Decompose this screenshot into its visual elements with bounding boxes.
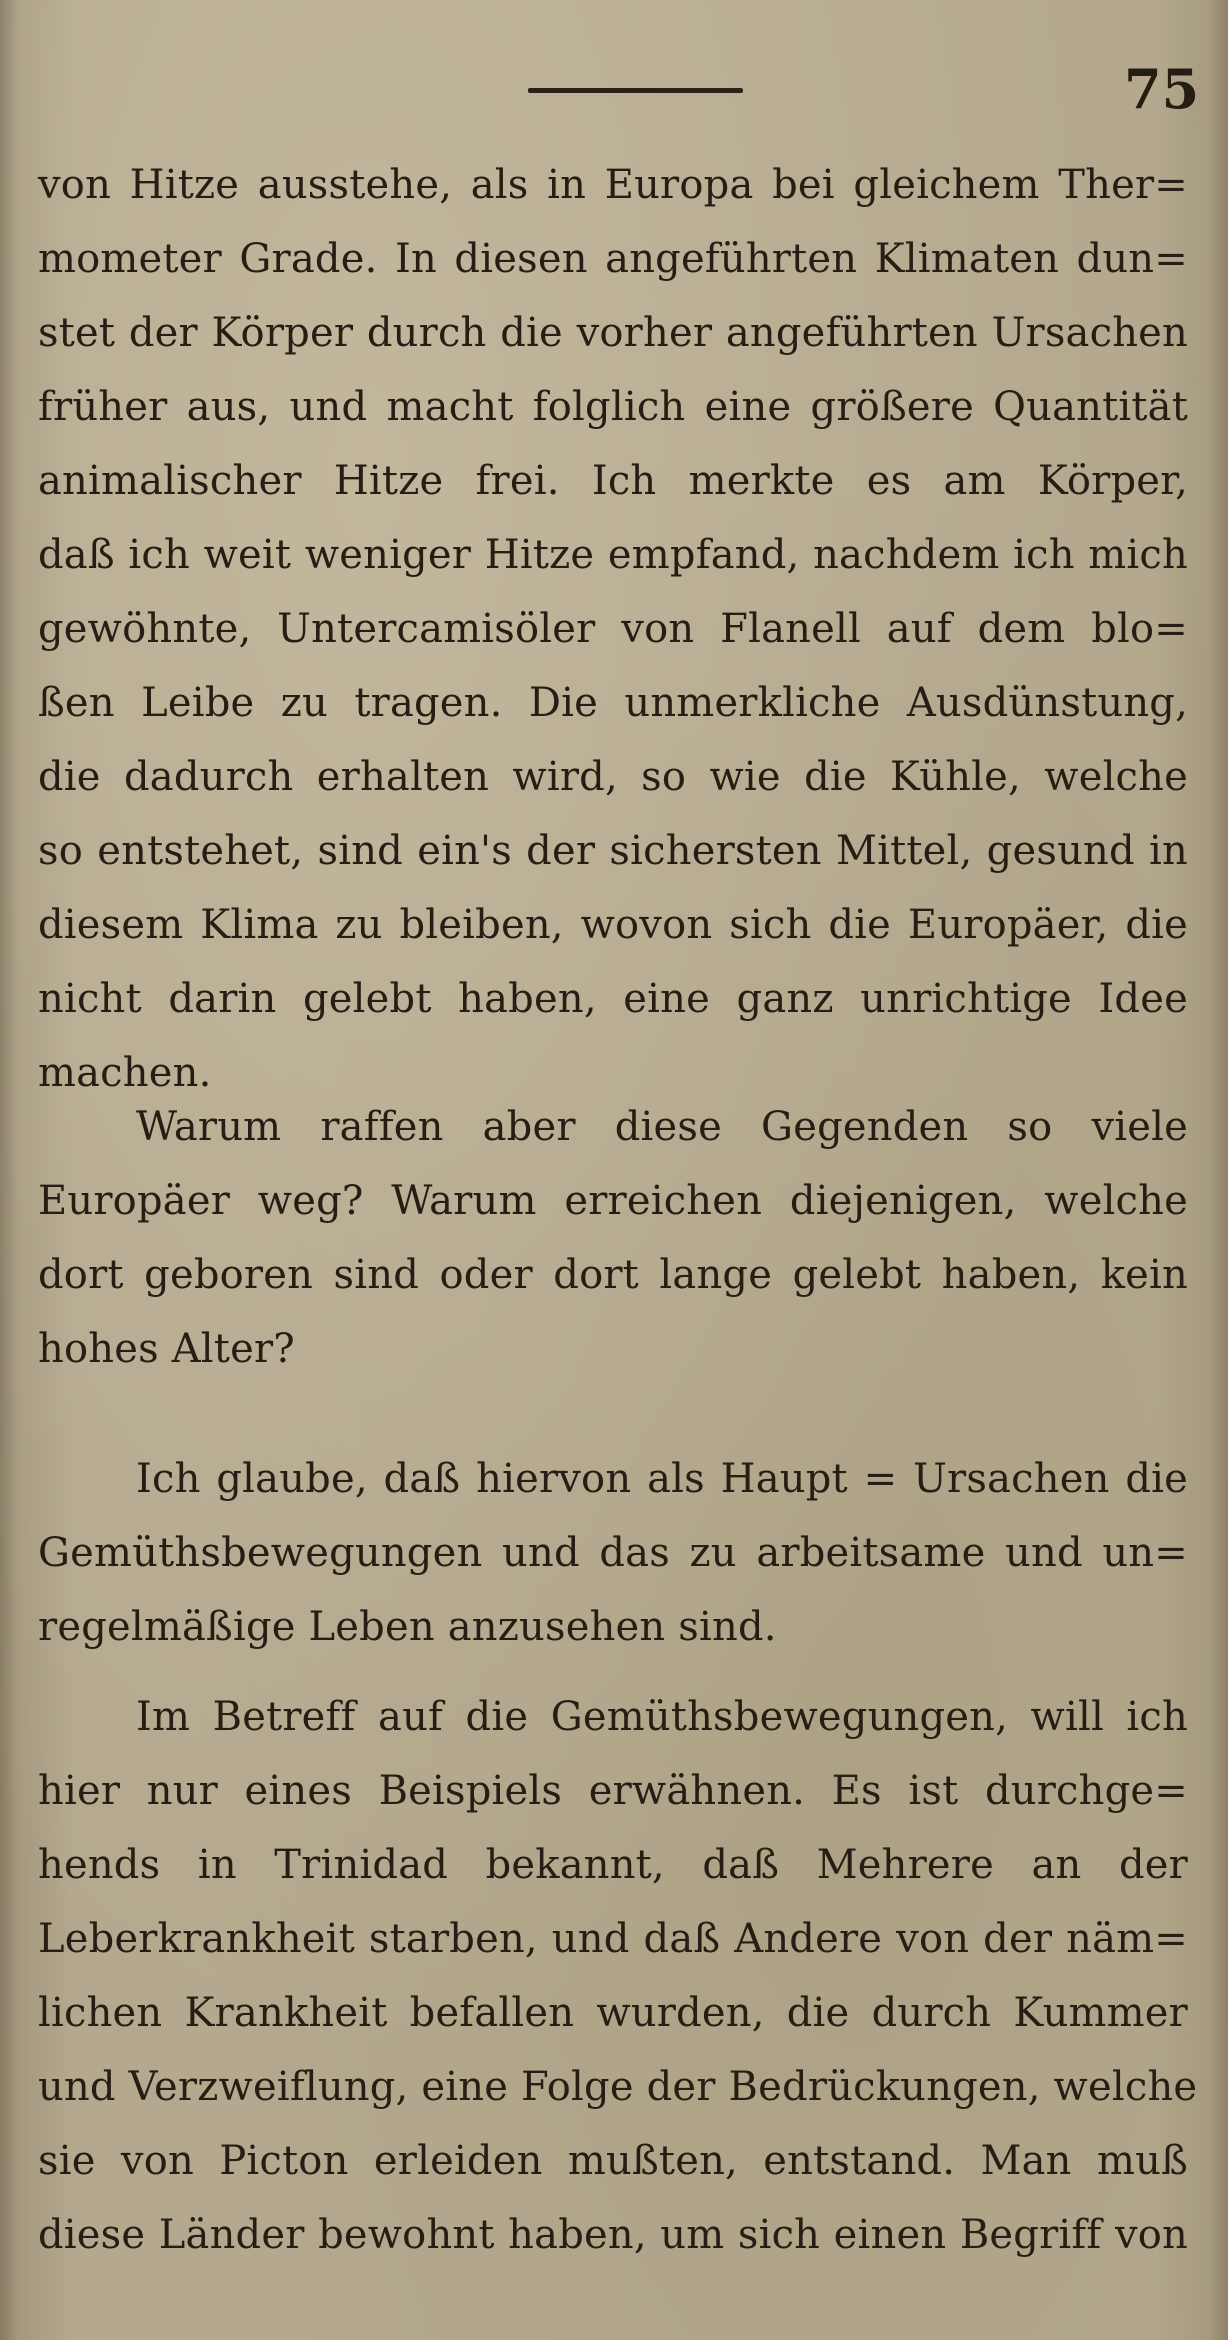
text-line: und Verzweiflung, eine Folge der Bedrückungen, welche xyxy=(38,2064,1198,2110)
page-edge-shadow-right xyxy=(1210,0,1228,2340)
text-line: gewöhnte, Untercamisöler von Flanell auf dem blo= xyxy=(38,606,1188,652)
text-line: daß ich weit weniger Hitze empfand, nachdem ich mich xyxy=(38,532,1188,578)
header-rule xyxy=(528,88,743,93)
text-line: früher aus, und macht folglich eine größere Quantität xyxy=(38,384,1188,430)
text-line: animalischer Hitze frei. Ich merkte es am Körper, xyxy=(38,458,1188,504)
text-line: so entstehet, sind ein's der sichersten Mittel, gesund in xyxy=(38,828,1188,874)
text-line: sie von Picton erleiden mußten, entstand. Man muß xyxy=(38,2138,1188,2184)
page-number: 75 xyxy=(1124,57,1200,121)
text-line: Im Betreff auf die Gemüthsbewegungen, will ich xyxy=(136,1694,1188,1740)
text-line: lichen Krankheit befallen wurden, die durch Kummer xyxy=(38,1990,1188,2036)
text-line: dort geboren sind oder dort lange gelebt haben, kein xyxy=(38,1252,1188,1298)
text-line: hends in Trinidad bekannt, daß Mehrere an der xyxy=(38,1842,1188,1888)
text-line: diese Länder bewohnt haben, um sich einen Begriff von xyxy=(38,2212,1188,2258)
text-line: von Hitze ausstehe, als in Europa bei gleichem Ther= xyxy=(38,162,1188,208)
text-line: ßen Leibe zu tragen. Die unmerkliche Ausdünstung, xyxy=(38,680,1188,726)
text-line: Warum raffen aber diese Gegenden so viele xyxy=(136,1104,1188,1150)
text-line: nicht darin gelebt haben, eine ganz unrichtige Idee xyxy=(38,976,1188,1022)
text-line: Ich glaube, daß hiervon als Haupt = Ursachen die xyxy=(136,1456,1188,1502)
text-line: Gemüthsbewegungen und das zu arbeitsame und un= xyxy=(38,1530,1188,1576)
text-line: die dadurch erhalten wird, so wie die Kühle, welche xyxy=(38,754,1188,800)
page-edge-shadow-left xyxy=(0,0,18,2340)
text-line: diesem Klima zu bleiben, wovon sich die Europäer, die xyxy=(38,902,1188,948)
text-line: stet der Körper durch die vorher angeführten Ursachen xyxy=(38,310,1188,356)
text-line: machen. xyxy=(38,1050,212,1096)
text-line: Europäer weg? Warum erreichen diejenigen, welche xyxy=(38,1178,1188,1224)
text-line: hohes Alter? xyxy=(38,1326,295,1372)
text-line: regelmäßige Leben anzusehen sind. xyxy=(38,1604,777,1650)
text-line: hier nur eines Beispiels erwähnen. Es ist durchge= xyxy=(38,1768,1188,1814)
text-line: Leberkrankheit starben, und daß Andere von der näm= xyxy=(38,1916,1188,1962)
text-line: mometer Grade. In diesen angeführten Klimaten dun= xyxy=(38,236,1188,282)
